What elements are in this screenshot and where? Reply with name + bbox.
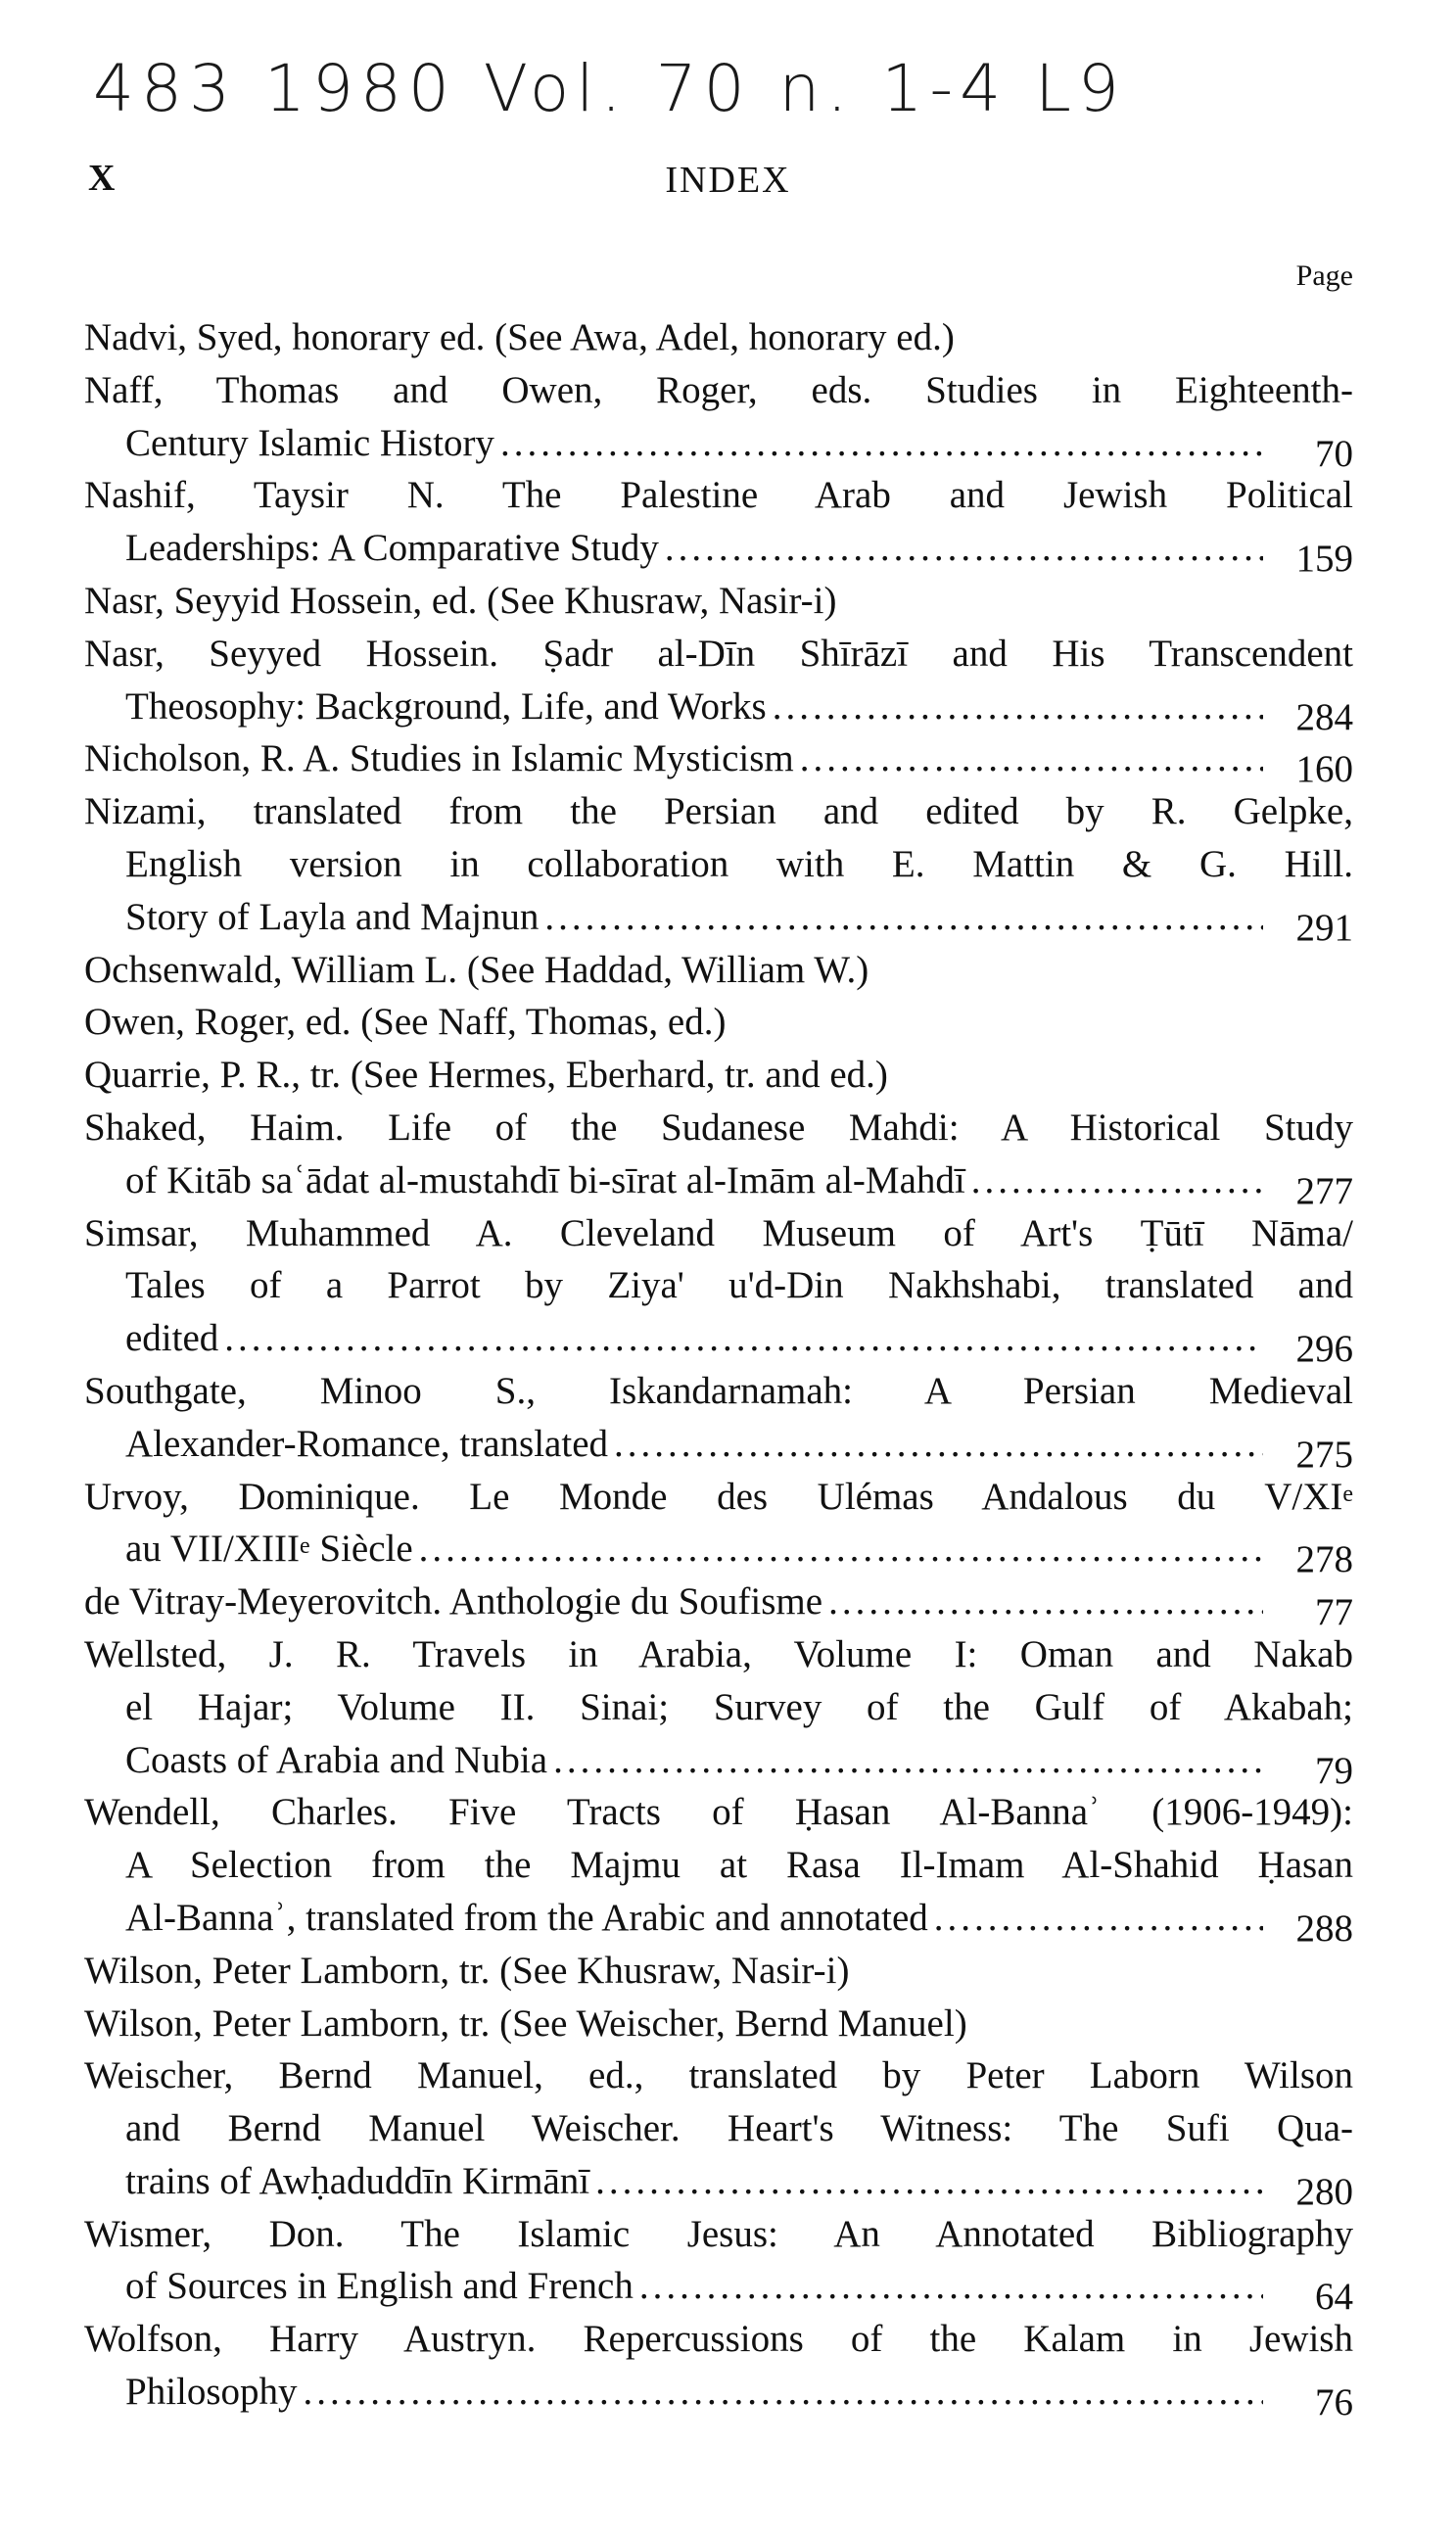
dot-leader bbox=[500, 417, 1263, 470]
entry-text: Al-Bannaʾ, translated from the Arabic and annotated bbox=[125, 1896, 928, 1939]
page-number: 284 bbox=[1295, 695, 1353, 738]
index-entry bbox=[84, 1102, 1353, 1212]
entry-line bbox=[84, 417, 1353, 475]
index-entry bbox=[84, 944, 1353, 997]
index-entry bbox=[84, 364, 1353, 475]
page-number: 280 bbox=[1295, 2170, 1353, 2213]
entry-line: Simsar, Muhammed A. Cleveland Museum of Art's Ṭūtī Nāma/ bbox=[84, 1211, 1353, 1254]
index-entry bbox=[84, 2208, 1353, 2319]
entry-text: au VII/XIIIe Siècle bbox=[125, 1528, 413, 1571]
entry-line: and Bernd Manuel Weischer. Heart's Witness: The Sufi Qua- bbox=[125, 2107, 1353, 2150]
entry-line bbox=[84, 1576, 1353, 1634]
entry-line: el Hajar; Volume II. Sinai; Survey of the Gulf of Akabah; bbox=[125, 1685, 1353, 1728]
index-entry bbox=[84, 996, 1353, 1049]
entry-line: Wellsted, J. R. Travels in Arabia, Volume I: Oman and Nakab bbox=[84, 1632, 1353, 1675]
dot-leader bbox=[304, 2366, 1263, 2419]
dot-leader bbox=[614, 1418, 1263, 1471]
entry-line: Wendell, Charles. Five Tracts of Ḥasan Al-Bannaʾ (1906-1949): bbox=[84, 1791, 1353, 1834]
index-entry bbox=[84, 1998, 1353, 2050]
entry-line: Nasr, Seyyid Hossein, ed. (See Khusraw, Nasir-i) bbox=[84, 579, 837, 622]
index-entry bbox=[84, 575, 1353, 628]
page-number: 76 bbox=[1315, 2381, 1353, 2424]
index-entry bbox=[84, 1207, 1353, 1371]
index-entry bbox=[84, 469, 1353, 581]
dot-leader bbox=[828, 1576, 1263, 1628]
index-entry bbox=[84, 2049, 1353, 2213]
entry-line bbox=[84, 2155, 1353, 2213]
index-entry bbox=[84, 1049, 1353, 1102]
entry-line: Quarrie, P. R., tr. (See Hermes, Eberhard, tr. and ed.) bbox=[84, 1054, 888, 1097]
index-entry bbox=[84, 2313, 1353, 2424]
entry-text: Alexander-Romance, translated bbox=[125, 1422, 609, 1465]
entry-text: of Sources in English and French bbox=[125, 2265, 634, 2308]
entry-line bbox=[84, 1523, 1353, 1581]
index-entry bbox=[84, 1576, 1353, 1634]
entry-line: Nashif, Taysir N. The Palestine Arab and Jewish Political bbox=[84, 474, 1353, 517]
index-entry bbox=[84, 1471, 1353, 1581]
entry-line bbox=[84, 1418, 1353, 1476]
entry-line: Urvoy, Dominique. Le Monde des Ulémas Andalous du V/XIe bbox=[84, 1475, 1353, 1518]
entry-line bbox=[84, 2366, 1353, 2424]
entry-line bbox=[84, 891, 1353, 949]
page-number: 77 bbox=[1315, 1591, 1353, 1634]
page-number: 296 bbox=[1295, 1328, 1353, 1371]
entry-line: Naff, Thomas and Owen, Roger, eds. Studies in Eighteenth- bbox=[84, 368, 1353, 411]
dot-leader bbox=[419, 1523, 1263, 1576]
page-number: 288 bbox=[1295, 1906, 1353, 1950]
index-entry bbox=[84, 311, 1353, 364]
entry-line: Ochsenwald, William L. (See Haddad, William W.) bbox=[84, 948, 869, 991]
dot-leader bbox=[971, 1154, 1263, 1207]
entry-text: Coasts of Arabia and Nubia bbox=[125, 1738, 548, 1781]
entry-line bbox=[84, 1734, 1353, 1792]
entry-line: Nizami, translated from the Persian and edited by R. Gelpke, bbox=[84, 790, 1353, 833]
entry-line: Wilson, Peter Lamborn, tr. (See Khusraw, Nasir-i) bbox=[84, 1949, 850, 1992]
entry-line bbox=[84, 1154, 1353, 1212]
entry-line bbox=[84, 1312, 1353, 1371]
dot-leader bbox=[595, 2155, 1263, 2208]
dot-leader bbox=[544, 891, 1263, 944]
dot-leader bbox=[800, 732, 1263, 785]
entry-line bbox=[84, 522, 1353, 581]
index-entry bbox=[84, 1628, 1353, 1792]
entry-text: Philosophy bbox=[125, 2371, 298, 2414]
entry-line: Wilson, Peter Lamborn, tr. (See Weischer, Bernd Manuel) bbox=[84, 2001, 967, 2045]
entry-text: Nicholson, R. A. Studies in Islamic Mysticism bbox=[84, 737, 794, 780]
dot-leader bbox=[224, 1312, 1263, 1365]
index-entry bbox=[84, 1365, 1353, 1476]
page-number: 79 bbox=[1315, 1749, 1353, 1792]
entry-line: Owen, Roger, ed. (See Naff, Thomas, ed.) bbox=[84, 1001, 727, 1044]
entry-text: Theosophy: Background, Life, and Works bbox=[125, 684, 767, 728]
entry-line: Wismer, Don. The Islamic Jesus: An Annotated Bibliography bbox=[84, 2212, 1353, 2255]
entry-text: Leaderships: A Comparative Study bbox=[125, 527, 659, 570]
index-entry bbox=[84, 785, 1353, 949]
entry-text: of Kitāb saʿādat al-mustahdī bi-sīrat al-Imām al-Mahdī bbox=[125, 1158, 965, 1201]
entry-line bbox=[84, 732, 1353, 791]
page-number: 277 bbox=[1295, 1169, 1353, 1212]
entry-line bbox=[84, 681, 1353, 738]
entry-text: trains of Awḥaduddīn Kirmānī bbox=[125, 2159, 590, 2202]
entry-text: Century Islamic History bbox=[125, 421, 494, 464]
entry-text: Story of Layla and Majnun bbox=[125, 895, 540, 938]
page-number: 291 bbox=[1295, 906, 1353, 949]
entry-line bbox=[84, 2260, 1353, 2319]
page-number: 64 bbox=[1315, 2276, 1353, 2319]
page-column-label: Page bbox=[1295, 259, 1353, 292]
entry-line: Wolfson, Harry Austryn. Repercussions of the Kalam in Jewish bbox=[84, 2318, 1353, 2361]
entry-line: Nadvi, Syed, honorary ed. (See Awa, Adel, honorary ed.) bbox=[84, 316, 955, 358]
dot-leader bbox=[665, 522, 1263, 575]
index-entry bbox=[84, 1786, 1353, 1950]
page-title: INDEX bbox=[665, 160, 791, 201]
dot-leader bbox=[553, 1734, 1263, 1787]
entry-line: A Selection from the Majmu at Rasa Il-Imam Al-Shahid Ḥasan bbox=[125, 1844, 1353, 1887]
page-number: 159 bbox=[1295, 538, 1353, 581]
entry-text: de Vitray-Meyerovitch. Anthologie du Soufisme bbox=[84, 1580, 823, 1624]
page-number: 275 bbox=[1295, 1433, 1353, 1476]
entry-line: English version in collaboration with E. Mattin & G. Hill. bbox=[125, 842, 1353, 885]
dot-leader bbox=[773, 681, 1263, 733]
page-number: 70 bbox=[1315, 432, 1353, 475]
index-entry bbox=[84, 628, 1353, 738]
entry-line bbox=[84, 1892, 1353, 1950]
page-number: 278 bbox=[1295, 1538, 1353, 1581]
entry-text: edited bbox=[125, 1317, 219, 1360]
entry-line: Shaked, Haim. Life of the Sudanese Mahdi: A Historical Study bbox=[84, 1106, 1353, 1149]
dot-leader bbox=[934, 1892, 1263, 1945]
index-entries bbox=[84, 311, 1353, 2424]
entry-line: Weischer, Bernd Manuel, ed., translated by Peter Laborn Wilson bbox=[84, 2054, 1353, 2097]
entry-line: Tales of a Parrot by Ziya' u'd-Din Nakhshabi, translated and bbox=[125, 1264, 1353, 1307]
dot-leader bbox=[639, 2260, 1263, 2313]
index-entry bbox=[84, 732, 1353, 791]
roman-page-number: X bbox=[88, 158, 117, 199]
page-number: 160 bbox=[1295, 748, 1353, 791]
entry-line: Nasr, Seyyed Hossein. Ṣadr al-Dīn Shīrāzī and His Transcendent bbox=[84, 632, 1353, 675]
handwritten-catalog-note: 483 1980 Vol. 70 n. 1-4 L9 bbox=[93, 51, 1126, 126]
entry-line: Southgate, Minoo S., Iskandarnamah: A Persian Medieval bbox=[84, 1369, 1353, 1412]
index-entry bbox=[84, 1945, 1353, 1998]
